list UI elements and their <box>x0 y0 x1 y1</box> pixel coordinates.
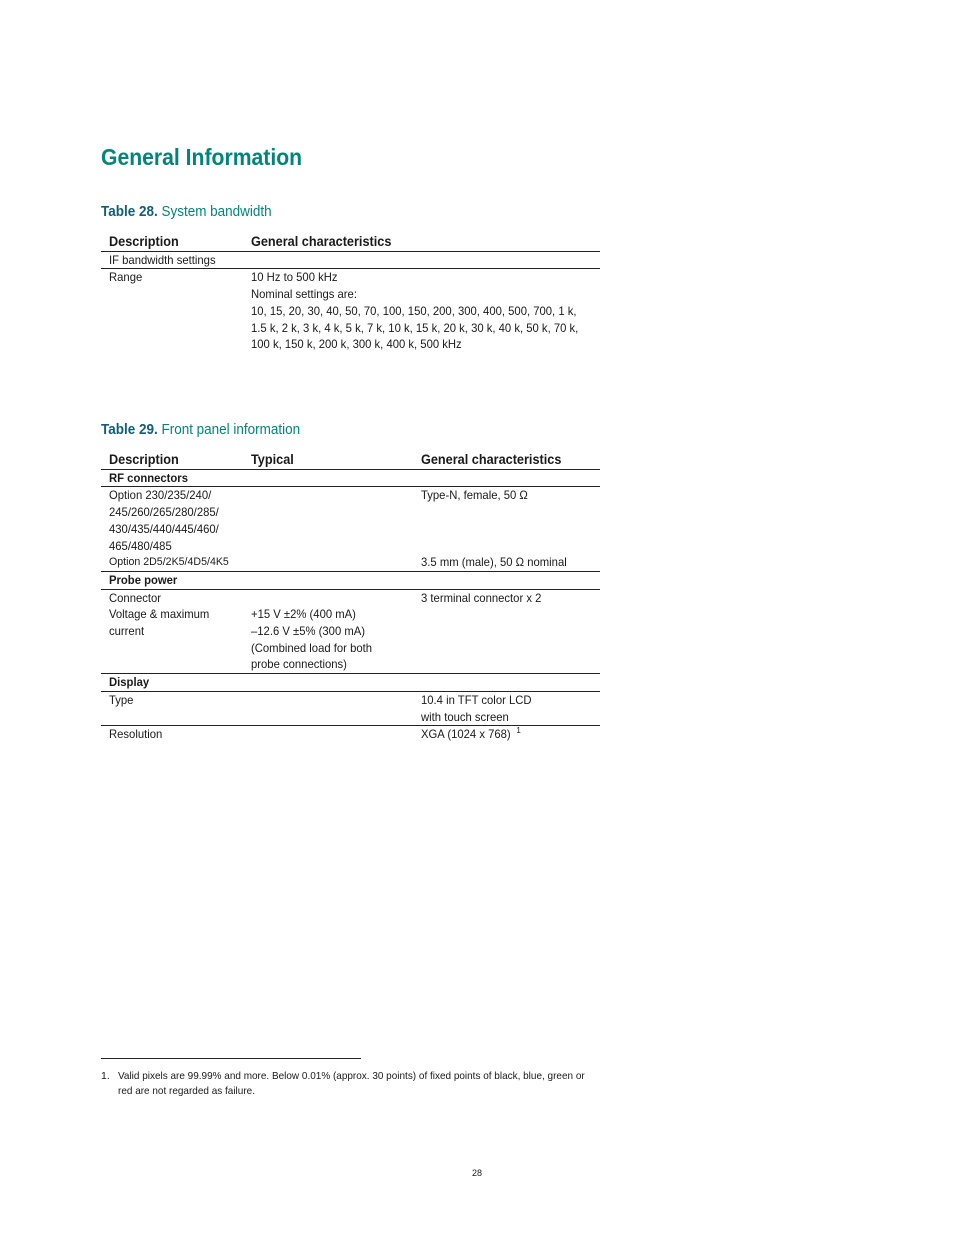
table-28-title: System bandwidth <box>161 204 272 220</box>
description-cell: Option 230/235/240/ 245/260/265/280/285/ 430/435/440/445/460/ 465/480/485 <box>109 488 219 553</box>
page-title: General Information <box>101 144 303 170</box>
characteristics-cell <box>413 606 600 673</box>
column-header-general-characteristics: General characteristics <box>243 234 600 251</box>
description-cell: IF bandwidth settings <box>101 251 243 269</box>
table-row <box>101 487 600 554</box>
table-row <box>101 691 600 725</box>
characteristics-cell: XGA (1024 x 768) $^1$ <box>421 726 521 742</box>
characteristics-cell <box>243 251 600 269</box>
footnote-number: 1. <box>101 1070 110 1082</box>
column-header-description: Description <box>101 452 243 469</box>
description-cell: Type <box>101 691 243 725</box>
typical-cell <box>243 726 413 743</box>
characteristics-cell: 3.5 mm (male), 50 Ω nominal <box>421 555 567 570</box>
column-header-typical: Typical <box>243 452 413 469</box>
section-title: Display <box>101 674 600 692</box>
table-header-row <box>101 234 600 251</box>
system-bandwidth-table <box>101 234 600 353</box>
table-29-number: Table 29. <box>101 422 158 438</box>
table-row <box>101 606 600 673</box>
characteristics-cell: 10 Hz to 500 kHz Nominal settings are: 10, 15, 20, 30, 40, 50, 70, 100, 150, 200, 300, 400, 500, 700, 1 k, 1.5 k, 2 k, 3 k, 4 k, 5 k, 7 k, 10 k, 15 k, 20 k, 30 k, 40 k, 50 k, 70 k, 100 k, 150 k, 200 k, 300 k, 400 k, 500 kHz <box>251 270 579 352</box>
table-header-row <box>101 452 600 469</box>
table-row <box>101 554 600 571</box>
table-28-number: Table 28. <box>101 204 158 220</box>
table-row <box>101 726 600 743</box>
characteristics-cell: 10.4 in TFT color LCD with touch screen <box>413 691 600 725</box>
front-panel-information-table <box>101 452 600 743</box>
page-number: 28 <box>471 1168 482 1178</box>
footnote-divider <box>101 1058 361 1059</box>
table-row <box>101 269 600 353</box>
typical-cell <box>243 589 413 606</box>
characteristics-cell: 3 terminal connector x 2 <box>421 590 542 605</box>
table-row <box>101 589 600 606</box>
typical-cell <box>243 691 413 725</box>
description-cell: Range <box>109 270 143 285</box>
typical-cell: +15 V ±2% (400 mA) –12.6 V ±5% (300 mA) (Combined load for both probe connections) <box>251 607 373 672</box>
section-header-display <box>101 674 600 692</box>
description-cell: Voltage & maximum current <box>109 607 210 639</box>
section-header-rf-connectors <box>101 469 600 487</box>
typical-cell <box>243 554 413 571</box>
table-29-title: Front panel information <box>161 422 301 438</box>
section-title: RF connectors <box>101 469 600 487</box>
section-header-probe-power <box>101 571 600 589</box>
footnote-text: Valid pixels are 99.99% and more. Below 0.01% (approx. 30 points) of fixed points of black, blue, green or red are not regarded as failure. <box>118 1070 585 1097</box>
column-header-general-characteristics: General characteristics <box>413 452 600 469</box>
description-cell: Resolution <box>109 727 163 742</box>
characteristics-cell: Type-N, female, 50 Ω <box>421 488 528 503</box>
description-cell: Connector <box>109 590 162 605</box>
description-cell: Option 2D5/2K5/4D5/4K5 <box>109 556 229 569</box>
typical-cell <box>243 487 413 554</box>
column-header-description: Description <box>101 234 243 251</box>
table-29-caption <box>101 422 300 438</box>
footnote <box>101 1069 601 1099</box>
footnote-reference: 1 <box>516 726 521 736</box>
section-title: Probe power <box>101 571 600 589</box>
table-row <box>101 251 600 269</box>
table-28-caption <box>101 204 272 220</box>
